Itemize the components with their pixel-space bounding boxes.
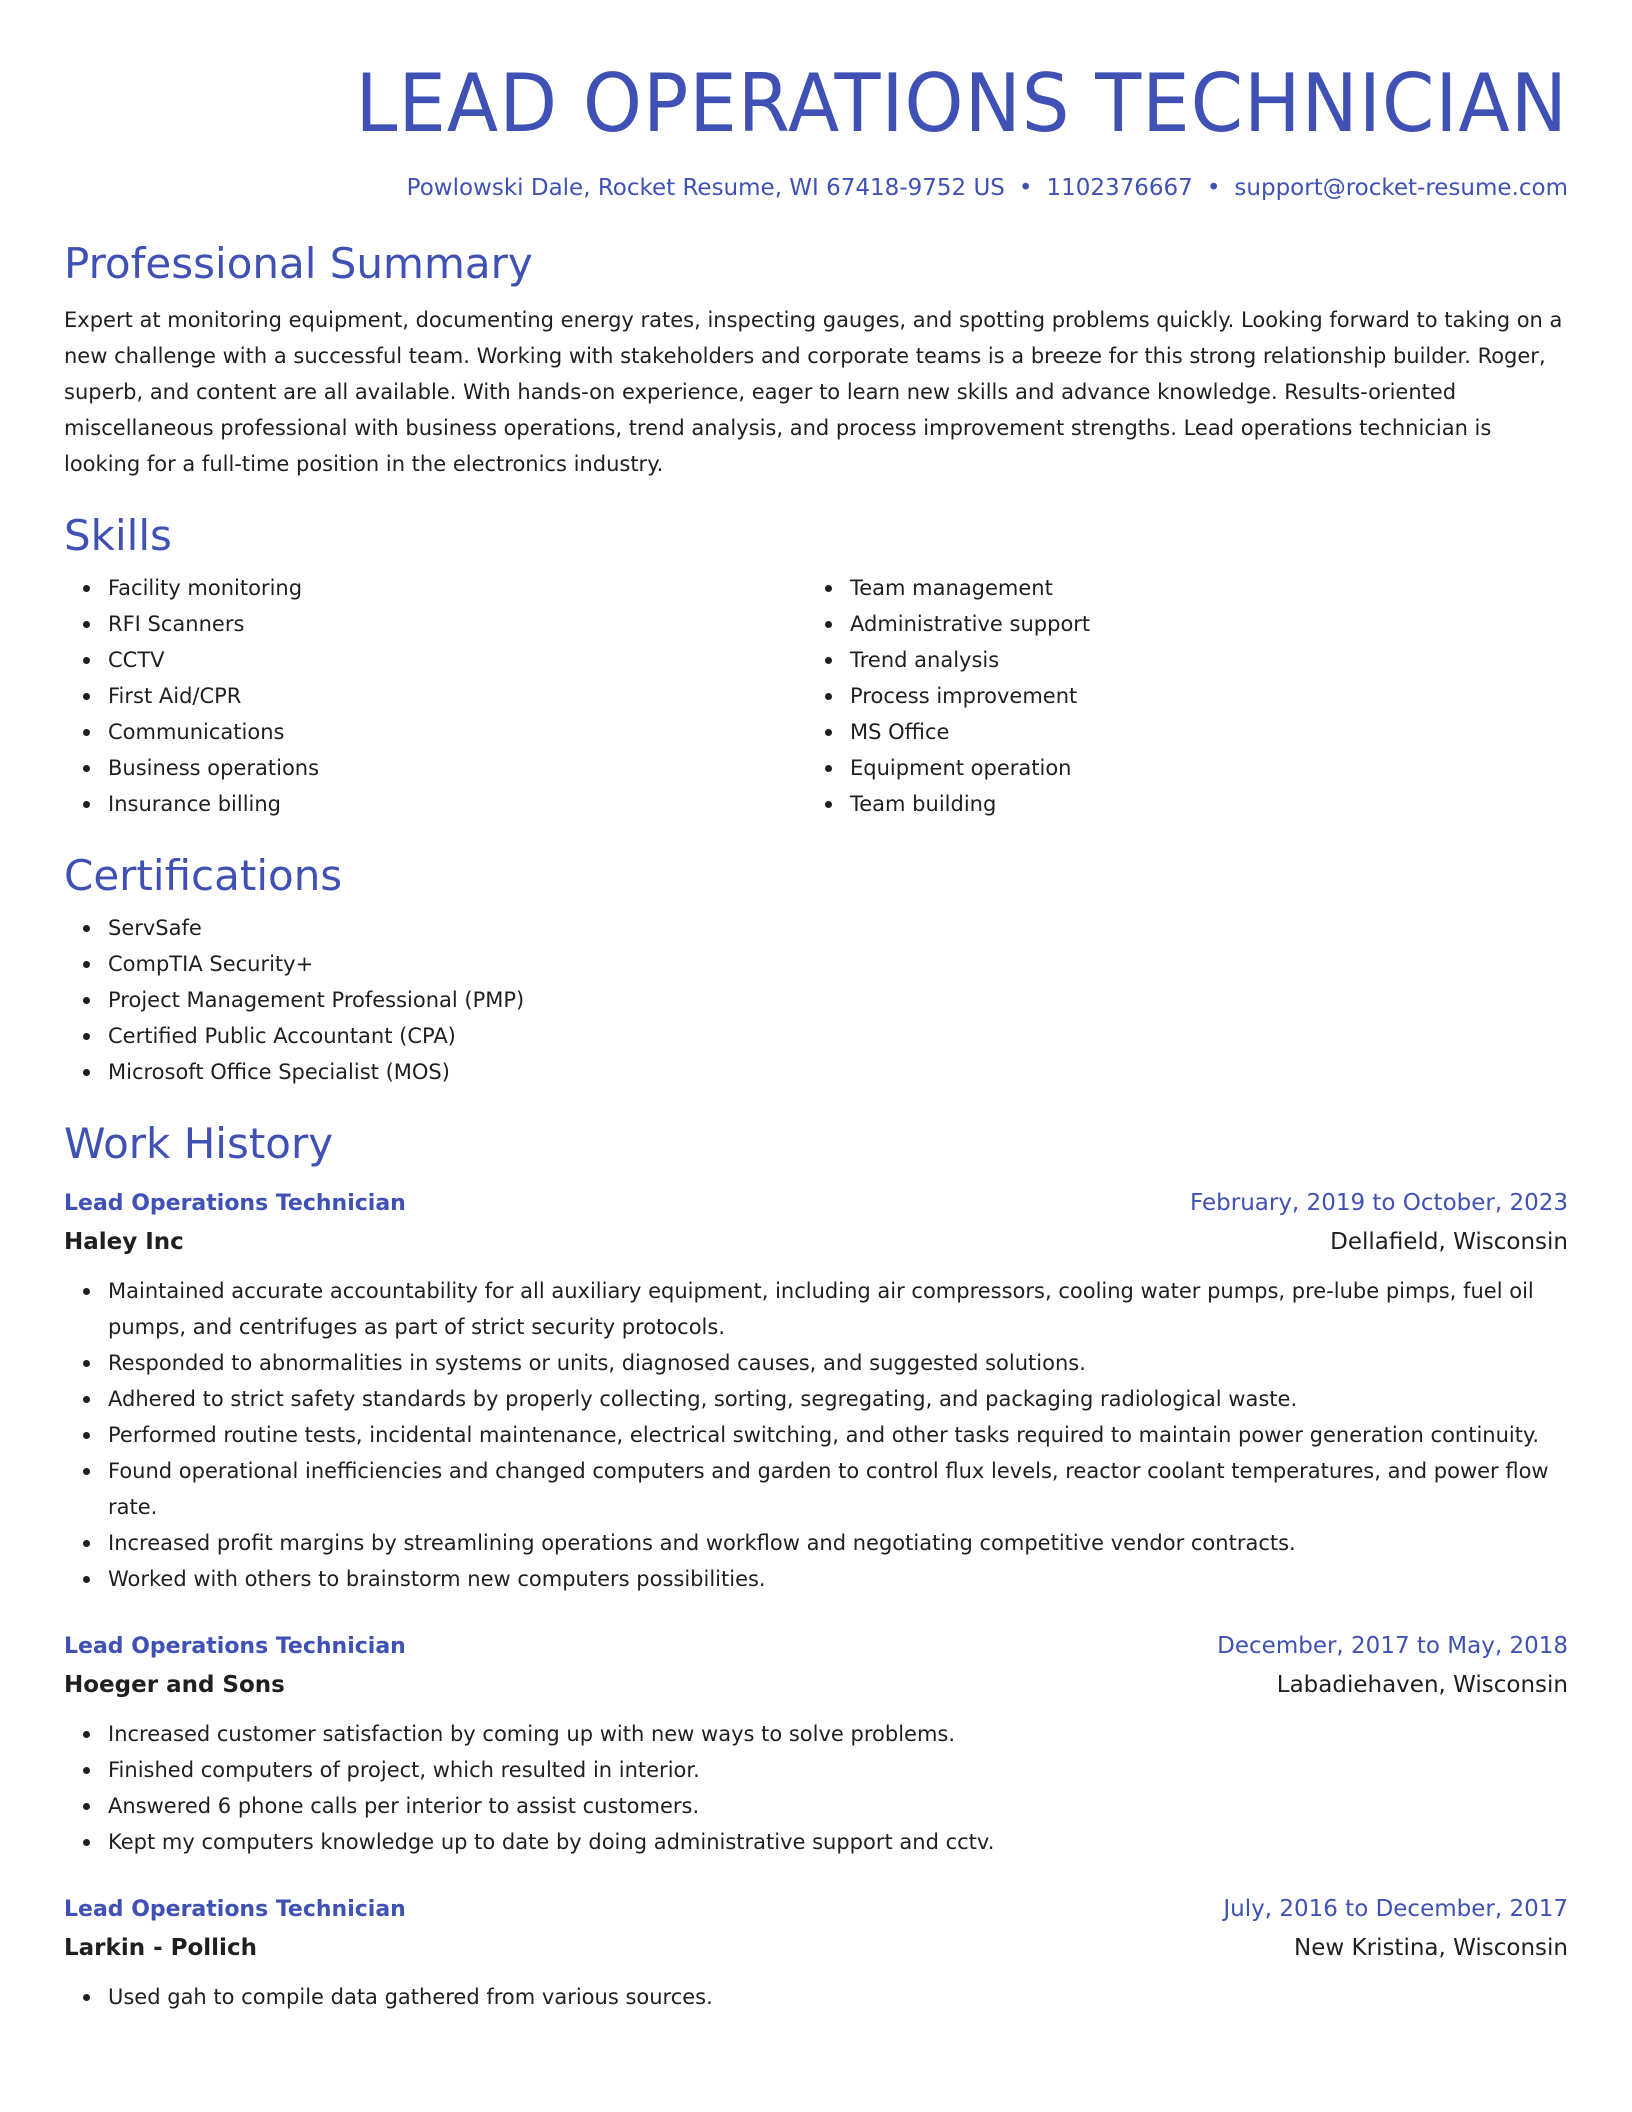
job-dates: December, 2017 to May, 2018 [1217, 1633, 1568, 1659]
job-company: Larkin - Pollich [64, 1935, 257, 1961]
job-company-row [64, 1223, 1568, 1261]
skill-item: Insurance billing [108, 786, 806, 822]
job-company-row [64, 1929, 1568, 1967]
certification-item: Microsoft Office Specialist (MOS) [108, 1054, 1568, 1090]
job-company: Haley Inc [64, 1229, 184, 1255]
skills-column-right [806, 570, 1548, 822]
certifications-heading: Certifications [64, 851, 343, 900]
skill-item: Trend analysis [850, 642, 1548, 678]
skill-item: Business operations [108, 750, 806, 786]
job-location: Dellafield, Wisconsin [1330, 1229, 1568, 1255]
summary-text: Expert at monitoring equipment, documenting energy rates, inspecting gauges, and spotting problems quickly. Looking forward to taking on a new challenge with a successful team. Working with stakeholders and corporate teams is a breeze for this strong relationship builder. Roger, superb, and content are all available. With hands-on experience, eager to learn new skills and advance knowledge. Results-oriented miscellaneous professional with business operations, trend analysis, and process improvement strengths. Lead operations technician is looking for a full-time position in the electronics industry. [64, 308, 1563, 476]
skill-item: Equipment operation [850, 750, 1548, 786]
work-history-heading: Work History [64, 1119, 334, 1168]
contact-address: Powlowski Dale, Rocket Resume, WI 67418-9752 US [406, 175, 1005, 201]
job-bullet: Used gah to compile data gathered from various sources. [108, 1979, 1568, 2015]
job-entry [64, 1890, 1568, 2015]
contact-separator: • [1018, 175, 1033, 201]
job-bullet: Worked with others to brainstorm new computers possibilities. [108, 1561, 1568, 1597]
certification-item: ServSafe [108, 910, 1568, 946]
certification-item: CompTIA Security+ [108, 946, 1568, 982]
job-bullet: Found operational inefficiencies and changed computers and garden to control flux levels, reactor coolant temperatures, and power flow rate. [108, 1453, 1568, 1525]
job-entry [64, 1184, 1568, 1597]
resume-title: LEAD OPERATIONS TECHNICIAN [355, 57, 1569, 150]
job-title: Lead Operations Technician [64, 1191, 406, 1216]
skill-item: First Aid/CPR [108, 678, 806, 714]
job-bullet: Increased profit margins by streamlining operations and workflow and negotiating competitive vendor contracts. [108, 1525, 1568, 1561]
contact-email[interactable]: support@rocket-resume.com [1234, 175, 1568, 201]
job-bullet: Kept my computers knowledge up to date by doing administrative support and cctv. [108, 1824, 1568, 1860]
job-bullet: Maintained accurate accountability for all auxiliary equipment, including air compressors, cooling water pumps, pre-lube pimps, fuel oil pumps, and centrifuges as part of strict security protocols. [108, 1273, 1568, 1345]
job-location: New Kristina, Wisconsin [1294, 1935, 1568, 1961]
skills-grid [64, 570, 1568, 822]
skills-column-left [64, 570, 806, 822]
job-bullet-list [64, 1716, 1568, 1860]
job-bullet: Adhered to strict safety standards by properly collecting, sorting, segregating, and packaging radiological waste. [108, 1381, 1568, 1417]
skill-item: Facility monitoring [108, 570, 806, 606]
skill-item: MS Office [850, 714, 1548, 750]
job-bullet: Finished computers of project, which resulted in interior. [108, 1752, 1568, 1788]
job-company: Hoeger and Sons [64, 1672, 285, 1698]
job-bullet: Answered 6 phone calls per interior to assist customers. [108, 1788, 1568, 1824]
job-bullet-list [64, 1979, 1568, 2015]
skills-heading: Skills [64, 511, 172, 560]
job-dates: July, 2016 to December, 2017 [1223, 1896, 1568, 1922]
skill-item: Process improvement [850, 678, 1548, 714]
job-header-row [64, 1890, 1568, 1929]
contact-separator: • [1206, 175, 1221, 201]
contact-phone: 1102376667 [1046, 175, 1193, 201]
job-bullet: Responded to abnormalities in systems or units, diagnosed causes, and suggested solutions. [108, 1345, 1568, 1381]
job-entry [64, 1627, 1568, 1860]
job-company-row [64, 1666, 1568, 1704]
job-header-row [64, 1627, 1568, 1666]
skill-item: Team management [850, 570, 1548, 606]
job-title: Lead Operations Technician [64, 1897, 406, 1922]
skill-item: Communications [108, 714, 806, 750]
certification-item: Project Management Professional (PMP) [108, 982, 1568, 1018]
job-dates: February, 2019 to October, 2023 [1190, 1190, 1568, 1216]
job-bullet-list [64, 1273, 1568, 1597]
summary-heading: Professional Summary [64, 239, 533, 288]
resume-page [64, 0, 1568, 2015]
skill-item: Team building [850, 786, 1548, 822]
job-bullet: Increased customer satisfaction by coming up with new ways to solve problems. [108, 1716, 1568, 1752]
job-header-row [64, 1184, 1568, 1223]
skill-item: RFI Scanners [108, 606, 806, 642]
certification-item: Certified Public Accountant (CPA) [108, 1018, 1568, 1054]
certifications-list [64, 910, 1568, 1090]
skill-item: CCTV [108, 642, 806, 678]
job-location: Labadiehaven, Wisconsin [1276, 1672, 1568, 1698]
skill-item: Administrative support [850, 606, 1548, 642]
job-title: Lead Operations Technician [64, 1634, 406, 1659]
job-bullet: Performed routine tests, incidental maintenance, electrical switching, and other tasks required to maintain power generation continuity. [108, 1417, 1568, 1453]
contact-line [64, 172, 1568, 204]
